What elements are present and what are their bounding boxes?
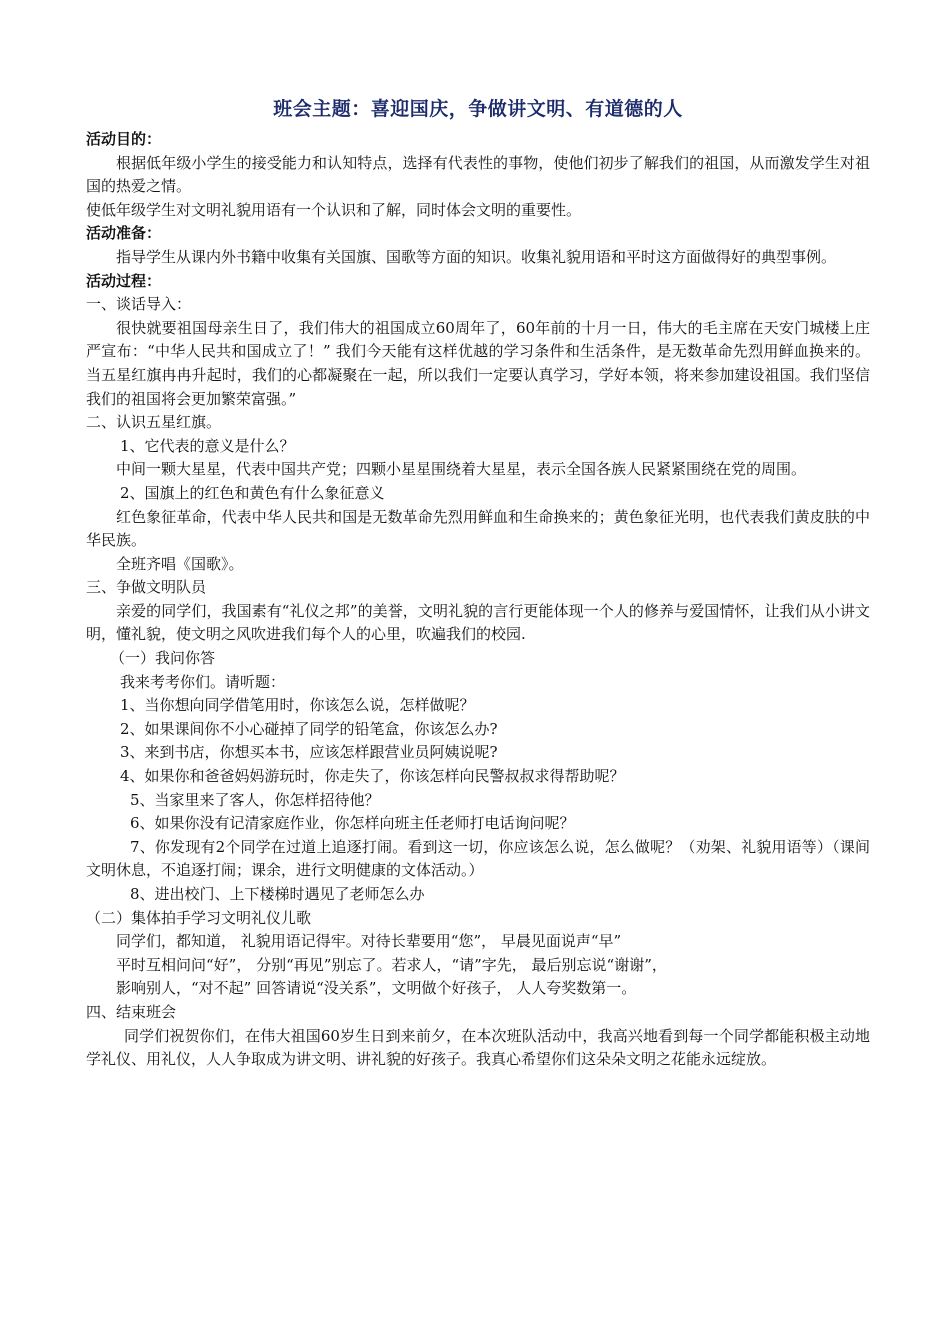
section-2-question-2: 2、国旗上的红色和黄色有什么象征意义 (120, 483, 385, 502)
section-3-question: 2、如果课间你不小心碰掉了同学的铅笔盒，你该怎么办? (120, 719, 498, 738)
section-3-sub-heading-1: （一）我问你答 (110, 649, 216, 668)
song-line: 平时互相问问“好”， 分别“再见”别忘了。若求人，“请”字先， 最后别忘说“谢谢”， (116, 955, 667, 974)
document-title: 班会主题：喜迎国庆，争做讲文明、有道德的人 (273, 98, 683, 120)
section-4-heading: 四、结束班会 (86, 1002, 177, 1021)
section-3-question: 1、当你想向同学借笔用时，你该怎么说，怎样做呢？ (120, 696, 475, 715)
goal-paragraph: 根据低年级小学生的接受能力和认知特点，选择有代表性的事物，使他们初步了解我们的祖国，从而激发学生对祖国的热爱之情。 (86, 153, 870, 196)
section-1-paragraph: 很快就要祖国母亲生日了，我们伟大的祖国成立60周年了，60年前的十月一日，伟大的毛主席在天安门城楼上庄严宣布：“中华人民共和国成立了！” 我们今天能有这样优越的学习条件和生活条件，是无数革命先烈用鲜血换来的。当五星红旗冉冉升起时，我们的心都凝聚在一起，所以我们一定要认真学习，学好本领，将来参加建设祖国。我们坚信我们的祖国将会更加繁荣富强。” (86, 318, 870, 408)
section-3-question: 8、进出校门、上下楼梯时遇见了老师怎么办 (130, 885, 425, 903)
section-3-paragraph: 亲爱的同学们，我国素有“礼仪之邦”的美誉，文明礼貌的言行更能体现一个人的修养与爱国情怀，让我们从小讲文明，懂礼貌，使文明之风吹进我们每个人的心里，吹遍我们的校园. (86, 601, 870, 644)
section-1-heading: 一、谈话导入： (86, 295, 192, 314)
song-line: 影响别人，“对不起” 回答请说“没关系”，文明做个好孩子， 人人夸奖数第一。 (116, 979, 637, 998)
section-3-heading: 三、争做文明队员 (86, 578, 207, 597)
section-3-question: 3、来到书店，你想买本书，应该怎样跟营业员阿姨说呢? (120, 743, 498, 762)
process-heading: 活动过程： (86, 271, 162, 290)
section-3-question: 5、当家里来了客人，你怎样招待他？ (130, 790, 380, 809)
section-4-paragraph: 同学们祝贺你们，在伟大祖国60岁生日到来前夕，在本次班队活动中，我高兴地看到每一个同学都能积极主动地学礼仪、用礼仪，人人争取成为讲文明、讲礼貌的好孩子。我真心希望你们这朵朵文明之花能永远绽放。 (86, 1026, 870, 1069)
section-3-sub-heading-2: （二）集体拍手学习文明礼仪儿歌 (86, 908, 312, 927)
section-3-question: 4、如果你和爸爸妈妈游玩时，你走失了，你该怎样向民警叔叔求得帮助呢？ (120, 767, 625, 786)
prep-paragraph: 指导学生从课内外书籍中收集有关国旗、国歌等方面的知识。收集礼貌用语和平时这方面做得好的典型事例。 (116, 247, 837, 266)
prep-heading: 活动准备： (86, 224, 162, 243)
song-line: 同学们，都知道， 礼貌用语记得牢。对待长辈要用“您”， 早晨见面说声“早” (116, 932, 622, 951)
goal-heading: 活动目的： (86, 130, 162, 148)
section-3-question: 6、如果你没有记清家庭作业，你怎样向班主任老师打电话询问呢？ (130, 814, 575, 833)
section-3-question: 7、你发现有2个同学在过道上追逐打闹。看到这一切，你应该怎么说，怎么做呢？（劝架、礼貌用语等）（课间文明休息，不追逐打闹；课余，进行文明健康的文体活动。） (86, 837, 870, 880)
section-2-question-1: 1、它代表的意义是什么？ (120, 436, 295, 455)
section-2-answer-2: 红色象征革命，代表中华人民共和国是无数革命先烈用鲜血和生命换来的；黄色象征光明，也代表我们黄皮肤的中华民族。 (86, 507, 870, 550)
document-page (86, 96, 870, 1072)
section-2-answer-1: 中间一颗大星星，代表中国共产党；四颗小星星围绕着大星星，表示全国各族人民紧紧围绕在党的周围。 (116, 460, 807, 479)
section-2-heading: 二、认识五星红旗。 (86, 413, 222, 432)
goal-paragraph-2: 使低年级学生对文明礼貌用语有一个认识和了解，同时体会文明的重要性。 (86, 200, 582, 219)
section-2-sing: 全班齐唱《国歌》。 (116, 554, 244, 573)
section-3-intro: 我来考考你们。请听题： (120, 672, 286, 691)
